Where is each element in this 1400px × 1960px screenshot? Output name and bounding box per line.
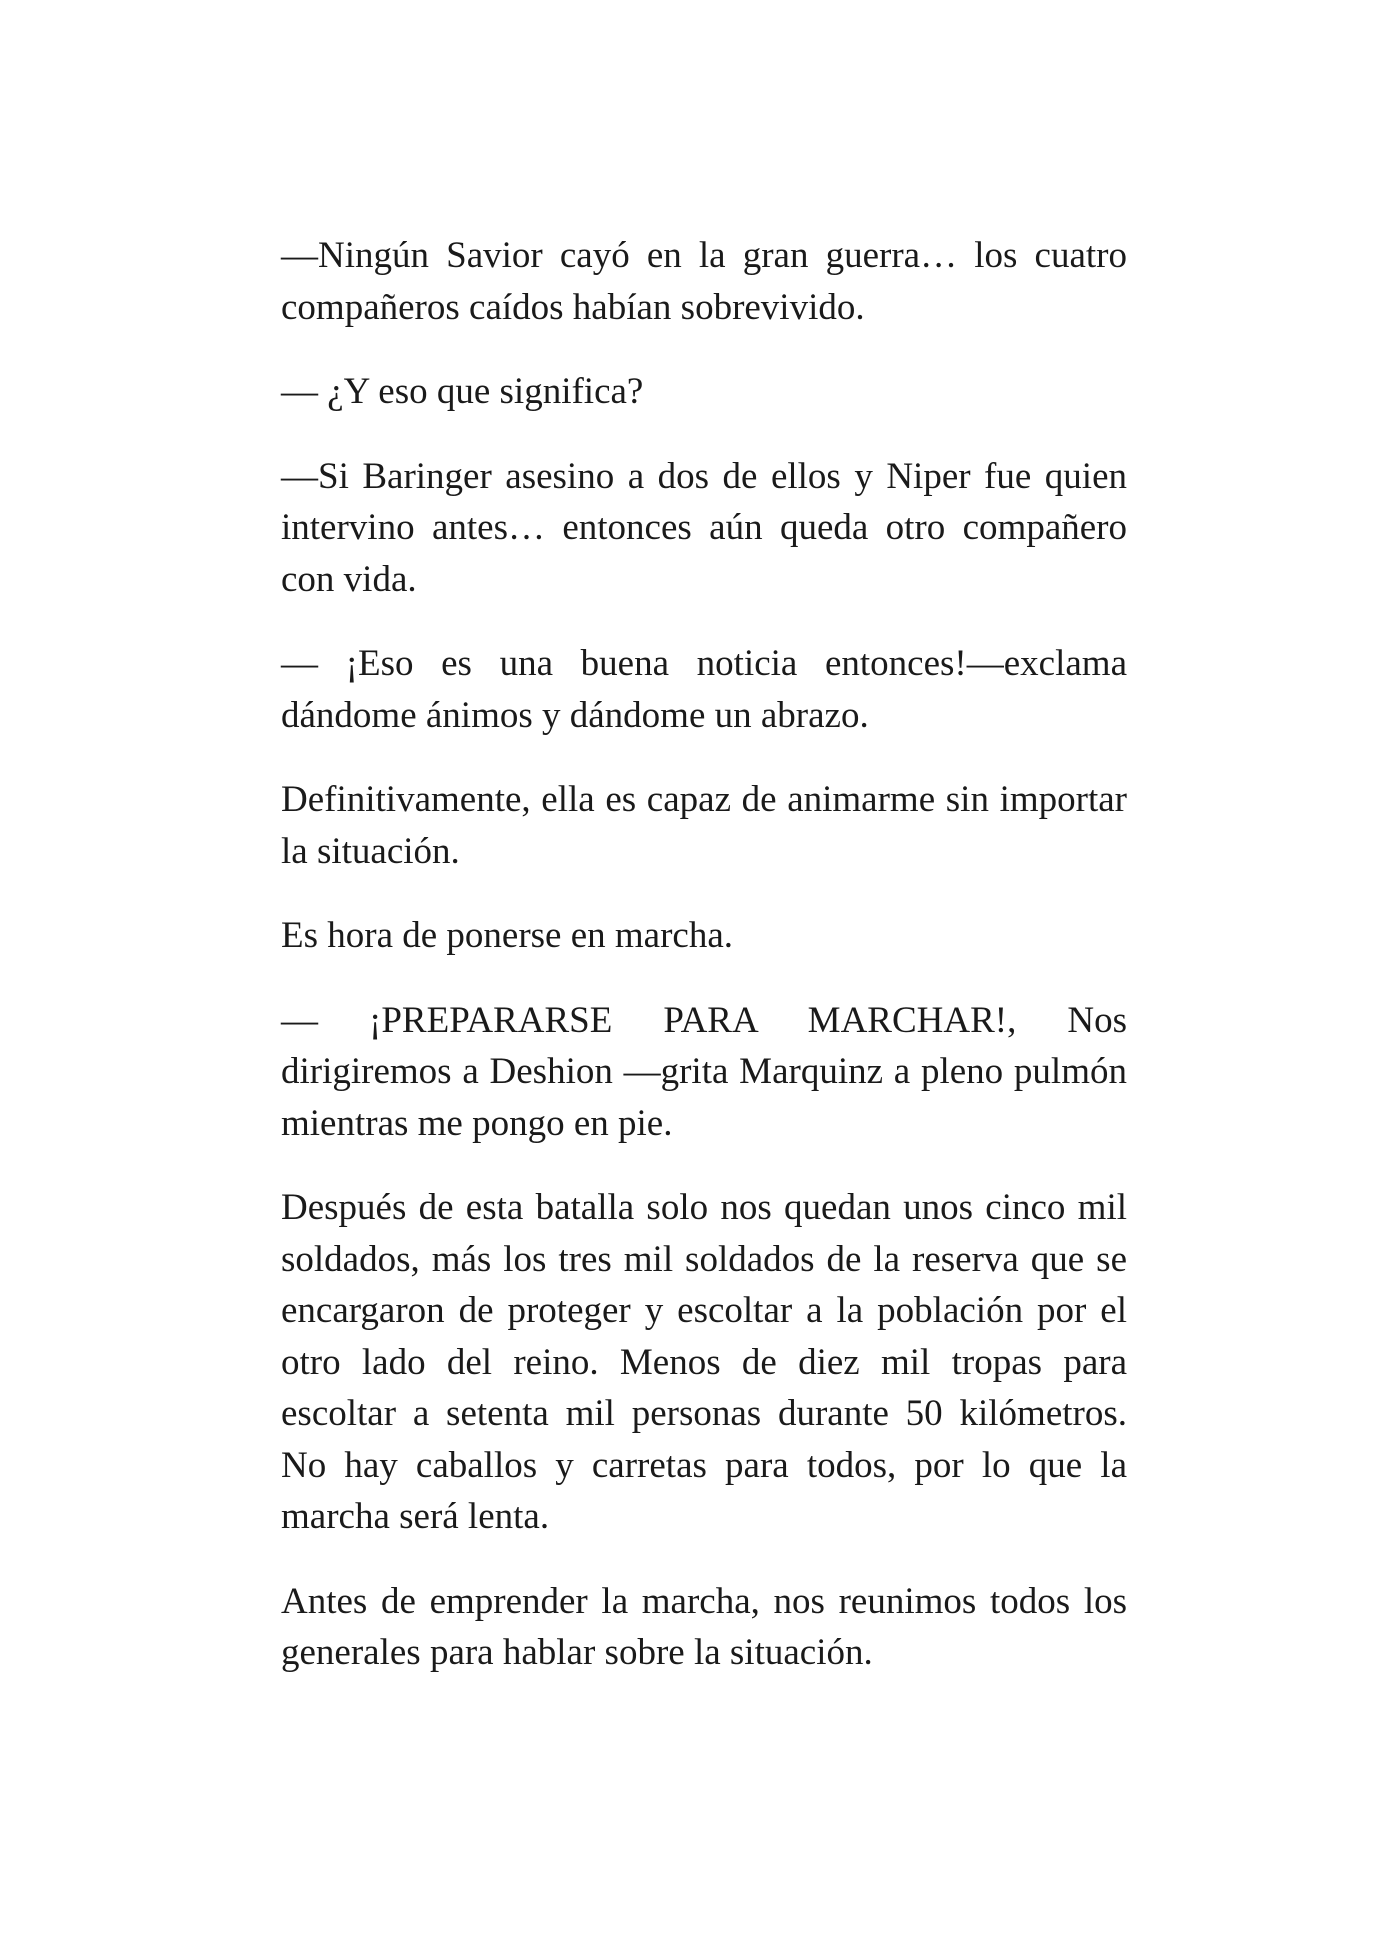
- paragraph: — ¡PREPARARSE PARA MARCHAR!, Nos dirigiremos a Deshion —grita Marquinz a pleno pulmón mientras me pongo en pie.: [281, 999, 1127, 1144]
- paragraph: Es hora de ponerse en marcha.: [281, 915, 734, 956]
- paragraph: Antes de emprender la marcha, nos reunimos todos los generales para hablar sobre la situación.: [281, 1580, 1127, 1673]
- body-text: [281, 230, 1127, 1712]
- paragraph: —Ningún Savior cayó en la gran guerra… los cuatro compañeros caídos habían sobrevivido.: [281, 235, 1127, 328]
- paragraph: — ¡Eso es una buena noticia entonces!—exclama dándome ánimos y dándome un abrazo.: [281, 643, 1127, 736]
- paragraph: Después de esta batalla solo nos quedan unos cinco mil soldados, más los tres mil soldados de la reserva que se encargaron de proteger y escoltar a la población por el otro lado del reino. Menos de diez mil tropas para escoltar a setenta mil personas durante 50 kilómetros. No hay caballos y carretas para todos, por lo que la marcha será lenta.: [281, 1187, 1127, 1537]
- paragraph: — ¿Y eso que significa?: [281, 371, 644, 412]
- paragraph: —Si Baringer asesino a dos de ellos y Niper fue quien intervino antes… entonces aún queda otro compañero con vida.: [281, 455, 1127, 600]
- paragraph: Definitivamente, ella es capaz de animarme sin importar la situación.: [281, 779, 1127, 872]
